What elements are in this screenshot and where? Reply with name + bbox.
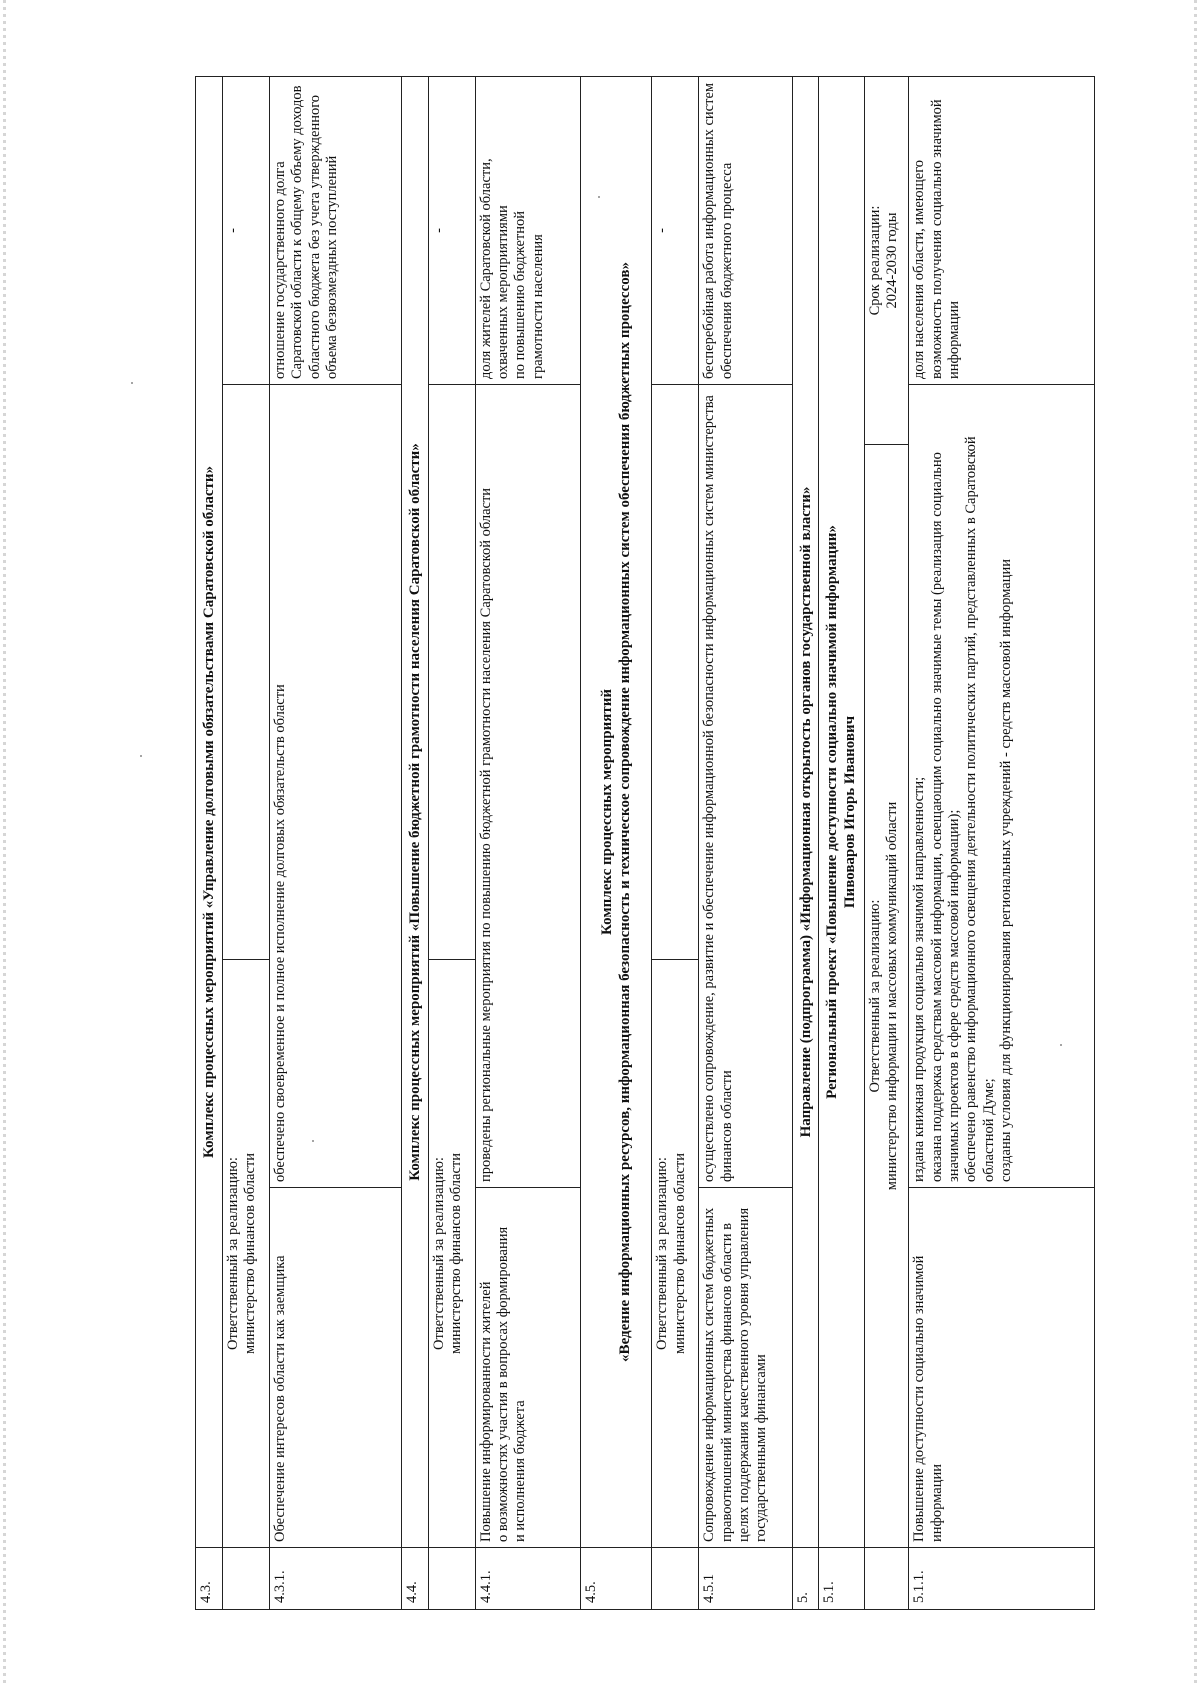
scan-speck: [140, 755, 142, 757]
responsible-cell: [222, 960, 269, 1548]
responsible-value: министерство информации и массовых коммуникаций области: [884, 801, 901, 1191]
result-line: обеспечено равенство информационного освещения деятельности политических партий, представленных в Саратовской областной Думе;: [963, 436, 997, 1182]
section-title-line: «Ведение информационных ресурсов, информационная безопасность и техническое сопровождение информационных систем обеспечения бюджетных процессов»: [616, 262, 633, 1362]
result-cell: [909, 385, 1095, 1188]
row-number-empty: [222, 1548, 269, 1610]
section-title-line: Комплекс процессных мероприятий: [598, 689, 615, 935]
row-number: 4.5.: [580, 1548, 652, 1610]
responsible-label: Ответственный за реализацию:: [866, 899, 883, 1093]
row-number-empty: [864, 1548, 908, 1610]
section-title: [580, 76, 652, 1547]
row-number: 4.4.1.: [475, 1548, 580, 1610]
table-row: [818, 76, 864, 1609]
indicator-cell: бесперебойная работа информационных систем обеспечения бюджетного процесса: [699, 76, 793, 384]
measures-table: [195, 76, 1095, 1610]
term-value: 2024-2030 годы: [884, 212, 901, 309]
result-line: оказана поддержка средствам массовой информации, освещающим социально значимые темы (реализация социально значимых проектов в сфере средств массовой информации);: [928, 452, 962, 1182]
section-title: Комплекс процессных мероприятий «Управление долговыми обязательствами Саратовской области»: [196, 76, 223, 1547]
section-title-line: Региональный проект «Повышение доступности социально значимой информации»: [824, 525, 841, 1099]
result-cell: осуществлено сопровождение, развитие и обеспечение информационной безопасности информационных систем министерства финансов области: [699, 385, 793, 1188]
indicator-cell: -: [428, 76, 475, 384]
task-line: Повышение информированности жителей: [477, 1281, 494, 1542]
indicator-line: охваченных мероприятиями: [494, 205, 511, 379]
task-cell: Повышение доступности социально значимой информации: [909, 1188, 1095, 1548]
section-title: Комплекс процессных мероприятий «Повышение бюджетной грамотности населения Саратовской области»: [401, 76, 428, 1547]
table-row: [793, 76, 819, 1609]
result-cell: проведены региональные мероприятия по повышению бюджетной грамотности населения Саратовской области: [475, 385, 580, 1188]
task-line: о возможностях участия в вопросах формирования: [494, 1226, 511, 1542]
table-row: [909, 76, 1095, 1609]
responsible-cell: [864, 445, 908, 1548]
row-number: 4.4.: [401, 1548, 428, 1610]
table-row: [864, 76, 908, 1609]
row-number: 5.1.: [818, 1548, 864, 1610]
row-number: 4.5.1: [699, 1548, 793, 1610]
empty-cell: [652, 385, 699, 960]
page-left-edge: [3, 0, 6, 1686]
scan-speck: [131, 382, 133, 384]
table-row: [222, 76, 269, 1609]
responsible-value: министерство финансов области: [671, 1152, 688, 1355]
row-number-empty: [652, 1548, 699, 1610]
project-leader: Пивоваров Игорь Иванович: [842, 715, 859, 909]
page-right-edge: [1194, 0, 1197, 1686]
indicator-line: грамотности населения: [529, 234, 546, 379]
indicator-cell: доля населения области, имеющего возможность получения социально значимой информации: [909, 76, 1095, 384]
table-row: [699, 76, 793, 1609]
task-line: и исполнения бюджета: [512, 1400, 529, 1542]
responsible-cell: [428, 960, 475, 1548]
section-title: [818, 76, 864, 1547]
row-number: 4.3.: [196, 1548, 223, 1610]
section-title: Направление (подпрограмма) «Информационная открытость органов государственной власти»: [793, 76, 819, 1547]
responsible-value: министерство финансов области: [242, 1152, 259, 1355]
task-cell: [475, 1188, 580, 1548]
table-row: [269, 76, 401, 1609]
table-row: [475, 76, 580, 1609]
table-row: [196, 76, 223, 1609]
responsible-label: Ответственный за реализацию:: [430, 1157, 447, 1350]
task-cell: Сопровождение информационных систем бюджетных правоотношений министерства финансов области в целях поддержания качественного уровня управления государственными финансами: [699, 1188, 793, 1548]
indicator-line: по повышению бюджетной: [512, 210, 529, 379]
term-label: Срок реализации:: [866, 205, 883, 316]
responsible-value: министерство финансов области: [447, 1152, 464, 1355]
result-line: созданы условия для функционирования региональных учреждений - средств массовой информации: [998, 558, 1015, 1182]
table-row: [401, 76, 428, 1609]
table-row: [428, 76, 475, 1609]
row-number: 5.: [793, 1548, 819, 1610]
result-line: издана книжная продукция социально значимой направленности;: [911, 776, 928, 1182]
responsible-label: Ответственный за реализацию:: [224, 1157, 241, 1350]
empty-cell: [222, 385, 269, 960]
table-row: [580, 76, 652, 1609]
rotated-document-page: [195, 77, 1095, 1610]
indicator-cell: -: [652, 76, 699, 384]
task-cell: Обеспечение интересов области как заемщика: [269, 1188, 401, 1548]
responsible-label: Ответственный за реализацию:: [654, 1157, 671, 1350]
result-cell: обеспечено своевременное и полное исполнение долговых обязательств области: [269, 385, 401, 1188]
empty-cell: [428, 385, 475, 960]
row-number: 4.3.1.: [269, 1548, 401, 1610]
indicator-cell: отношение государственного долга Саратовской области к общему объему доходов областного бюджета без учета утвержденного объема безвозмездных поступлений: [269, 76, 401, 384]
indicator-cell: [475, 76, 580, 384]
indicator-cell: -: [222, 76, 269, 384]
term-cell: [864, 76, 908, 444]
responsible-cell: [652, 960, 699, 1548]
row-number: 5.1.1.: [909, 1548, 1095, 1610]
indicator-line: доля жителей Саратовской области,: [477, 158, 494, 379]
row-number-empty: [428, 1548, 475, 1610]
table-row: [652, 76, 699, 1609]
